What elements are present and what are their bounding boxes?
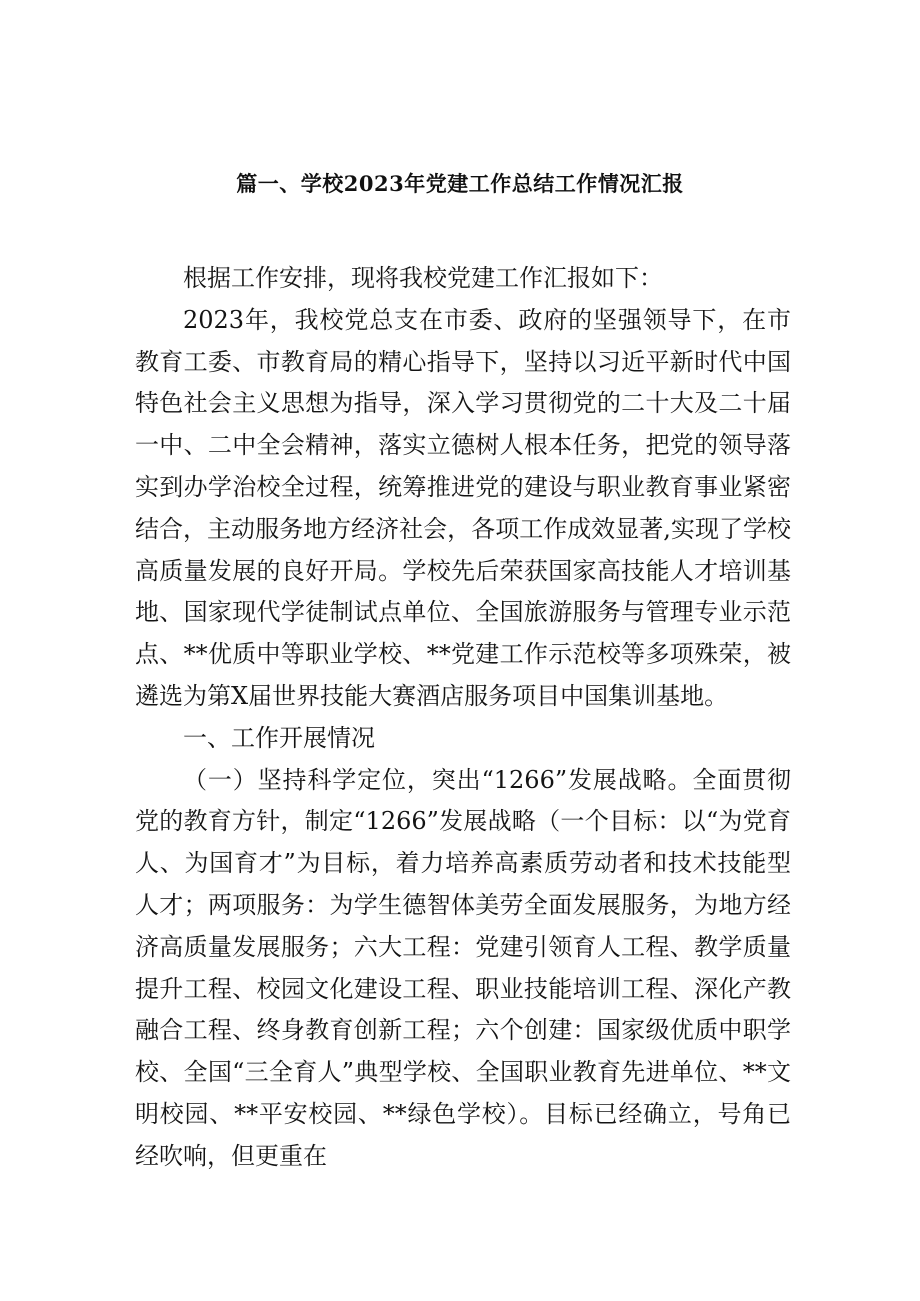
document-body xyxy=(135,258,791,1178)
document-title: 篇一、学校2023年党建工作总结工作情况汇报 xyxy=(236,171,684,196)
section-heading: 一、工作开展情况 xyxy=(183,723,375,752)
paragraph-strategy: （一）坚持科学定位，突出“1266”发展战略。全面贯彻党的教育方针，制定“1266”发展战略（一个目标：以“为党育人、为国育才”为目标，着力培养高素质劳动者和技术技能型人才；两项服务：为学生德智体美劳全面发展服务，为地方经济高质量发展服务；六大工程：党建引领育人工程、教学质量提升工程、校园文化建设工程、职业技能培训工程、深化产教融合工程、终身教育创新工程；六个创建：国家级优质中职学校、全国“三全育人”典型学校、全国职业教育先进单位、**文明校园、**平安校园、**绿色学校）。目标已经确立，号角已经吹响，但更重在 xyxy=(135,765,791,1170)
intro-paragraph: 根据工作安排，现将我校党建工作汇报如下： xyxy=(183,264,663,292)
paragraph-overview: 2023年，我校党总支在市委、政府的坚强领导下，在市教育工委、市教育局的精心指导下，坚持以习近平新时代中国特色社会主义思想为指导，深入学习贯彻党的二十大及二十届一中、二中全会精神，落实立德树人根本任务，把党的领导落实到办学治校全过程，统筹推进党的建设与职业教育事业紧密结合，主动服务地方经济社会，各项工作成效显著,实现了学校高质量发展的良好开局。学校先后荣获国家高技能人才培训基地、国家现代学徒制试点单位、全国旅游服务与管理专业示范点、**优质中等职业学校、**党建工作示范校等多项殊荣，被遴选为第X届世界技能大赛酒店服务项目中国集训基地。 xyxy=(135,305,791,710)
